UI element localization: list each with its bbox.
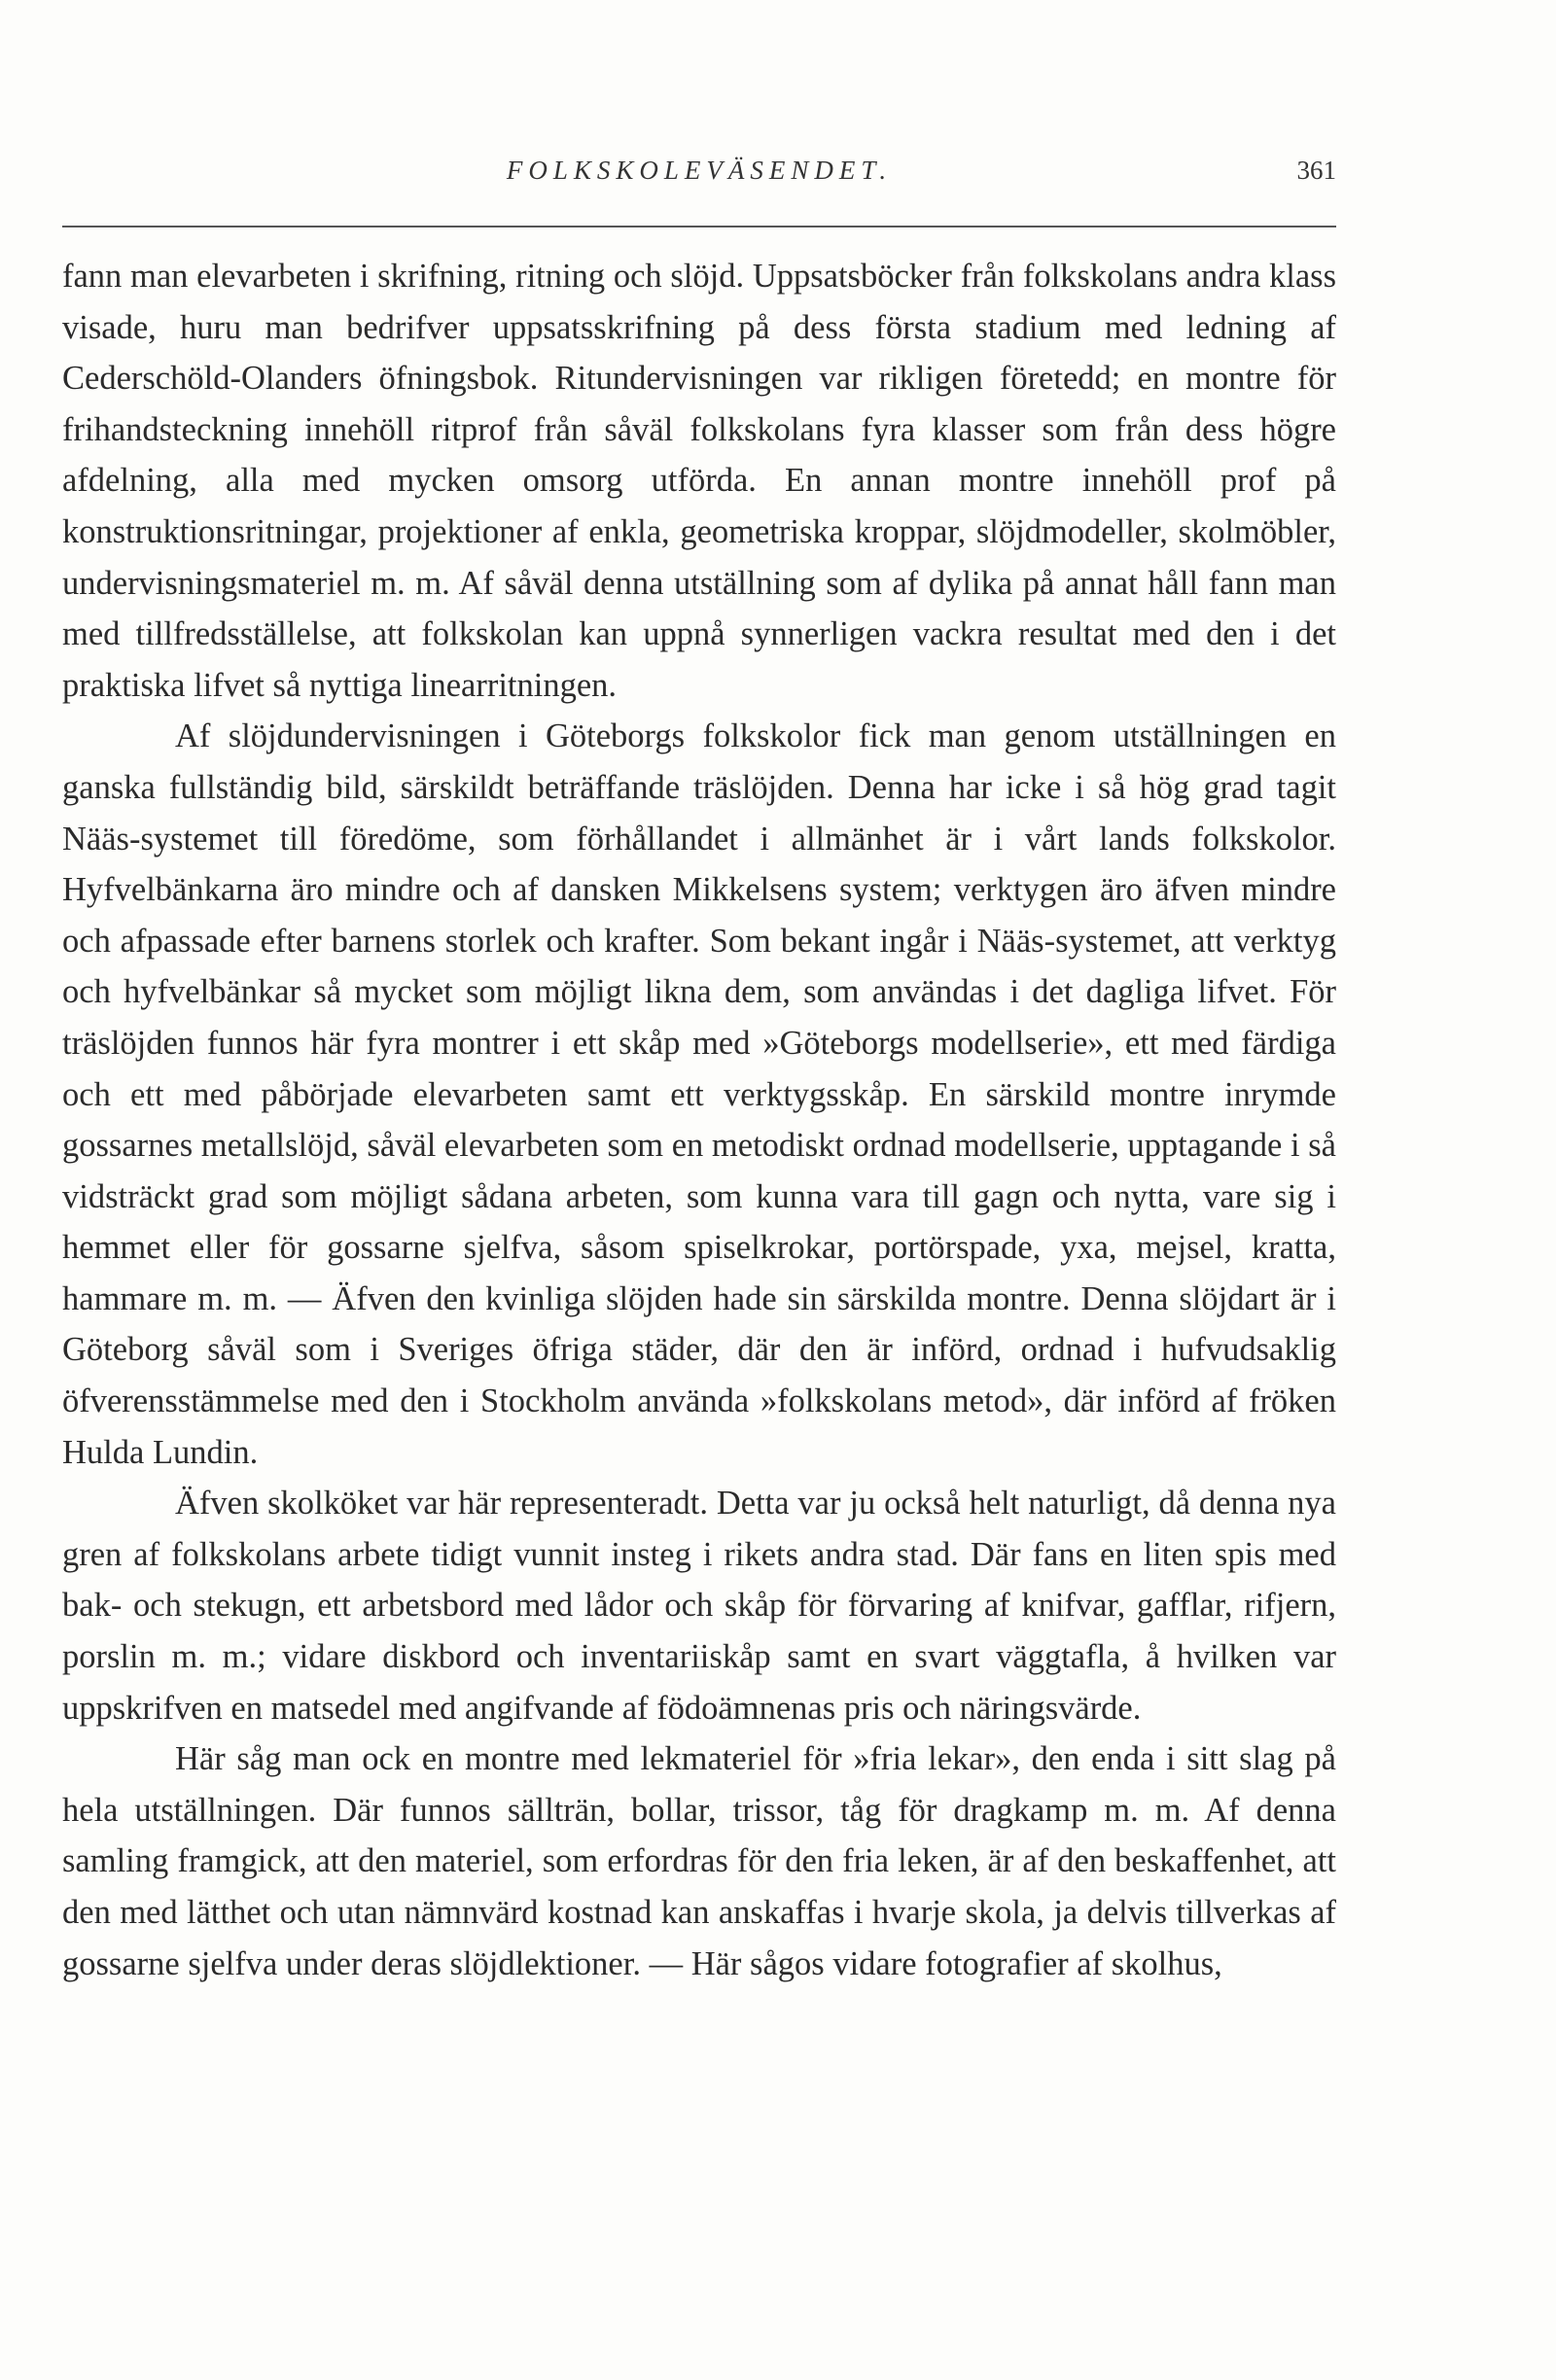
running-title: FOLKSKOLEVÄSENDET. [506,156,893,185]
paragraph-3: Äfven skolköket var här representeradt. Detta var ju också helt naturligt, då denna nya gren af folkskolans arbete tidigt vunnit insteg i rikets andra stad. Där fans en liten spis med bak- och stekugn, ett arbetsbord med lådor och skåp för förvaring af knifvar, gafflar, rifjern, porslin m. m.; vidare diskbord och inventariiskåp samt en svart väggtafla, å hvilken var uppskrifven en matsedel med angifvande af födoämnenas pris och näringsvärde. [62,1485,1336,1727]
running-head [62,156,1336,194]
body-text [62,251,1336,1989]
paragraph-2: Af slöjdundervisningen i Göteborgs folkskolor fick man genom utställningen en ganska fullständig bild, särskildt beträffande träslöjden. Denna har icke i så hög grad tagit Nääs-systemet till föredöme, som förhållandet i allmänhet är i vårt lands folkskolor. Hyfvelbänkarna äro mindre och af dansken Mikkelsens system; verktygen äro äfven mindre och afpassade efter barnens storlek och krafter. Som bekant ingår i Nääs-systemet, att verktyg och hyfvelbänkar så mycket som möjligt likna dem, som användas i det dagliga lifvet. För träslöjden funnos här fyra montrer i ett skåp med »Göteborgs modellserie», ett med färdiga och ett med påbörjade elevarbeten samt ett verktygsskåp. En särskild montre inrymde gossarnes metallslöjd, såväl elevarbeten som en metodiskt ordnad modellserie, upptagande i så vidsträckt grad som möjligt sådana arbeten, som kunna vara till gagn och nytta, vare sig i hemmet eller för gossarne sjelfva, såsom spiselkrokar, portörspade, yxa, mejsel, kratta, hammare m. m. — Äfven den kvinliga slöjden hade sin särskilda montre. Denna slöjdart är i Göteborg såväl som i Sveriges öfriga städer, där den är införd, ordnad i hufvudsaklig öfverensstämmelse med den i Stockholm använda »folkskolans metod», där införd af fröken Hulda Lundin. [62,718,1336,1471]
paragraph-4: Här såg man ock en montre med lekmateriel för »fria lekar», den enda i sitt slag på hela utställningen. Där funnos sällträn, bollar, trissor, tåg för dragkamp m. m. Af denna samling framgick, att den materiel, som erfordras för den fria leken, är af den beskaffenhet, att den med lätthet och utan nämnvärd kostnad kan anskaffas i hvarje skola, ja delvis tillverkas af gossarne sjelfva under deras slöjdlektioner. — Här sågos vidare fotografier af skolhus, [62,1740,1336,1982]
header-rule [62,226,1336,228]
page-number: 361 [1296,156,1336,185]
paragraph-1: fann man elevarbeten i skrifning, ritning och slöjd. Uppsatsböcker från folkskolans andra klass visade, huru man bedrifver uppsatsskrifning på dess första stadium med ledning af Cederschöld-Olanders öfningsbok. Ritundervisningen var rikligen företedd; en montre för frihandsteckning innehöll ritprof från såväl folkskolans fyra klasser som från dess högre afdelning, alla med mycken omsorg utförda. En annan montre innehöll prof på konstruktionsritningar, projektioner af enkla, geometriska kroppar, slöjdmodeller, skolmöbler, undervisningsmateriel m. m. Af såväl denna utställning som af dylika på annat håll fann man med tillfredsställelse, att folkskolan kan uppnå synnerligen vackra resultat med den i det praktiska lifvet så nyttiga linearritningen. [62,258,1336,704]
